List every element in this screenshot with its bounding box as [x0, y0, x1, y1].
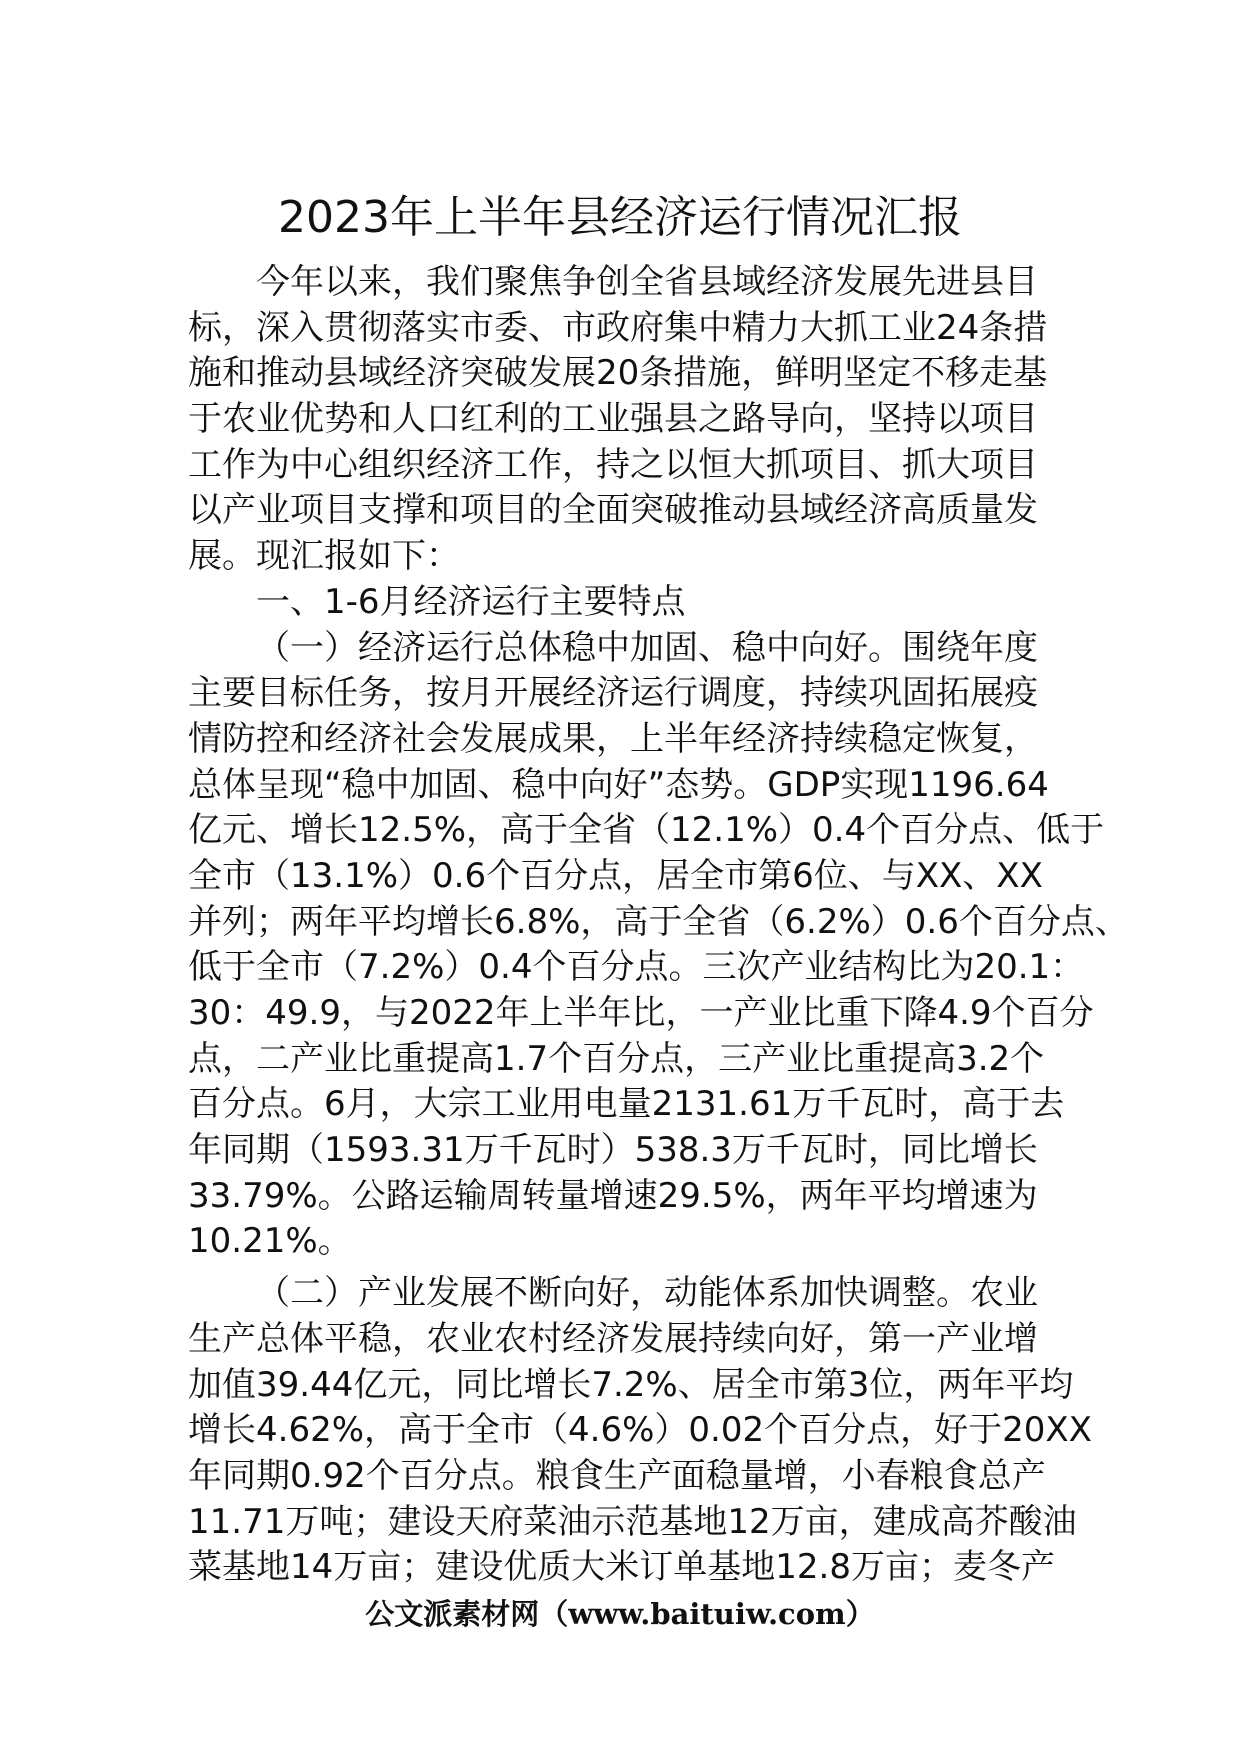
paragraph-line: 展。现汇报如下：	[188, 536, 460, 577]
paragraph-line: （二）产业发展不断向好，动能体系加快调整。农业	[256, 1273, 1038, 1314]
section-heading: 一、1-6月经济运行主要特点	[256, 581, 686, 622]
paragraph-line: 全市（13.1%）0.6个百分点，居全市第6位、与XX、XX	[188, 855, 1043, 896]
paragraph-line: 菜基地14万亩；建设优质大米订单基地12.8万亩；麦冬产	[188, 1547, 1055, 1588]
paragraph-line: 总体呈现“稳中加固、稳中向好”态势。GDP实现1196.64	[188, 764, 1049, 805]
paragraph-line: 低于全市（7.2%）0.4个百分点。三次产业结构比为20.1：	[188, 947, 1085, 988]
paragraph-line: 点，二产业比重提高1.7个百分点，三产业比重提高3.2个	[188, 1038, 1045, 1079]
paragraph-line: 施和推动县域经济突破发展20条措施，鲜明坚定不移走基	[188, 353, 1048, 394]
paragraph-line: 以产业项目支撑和项目的全面突破推动县域经济高质量发	[188, 490, 1038, 531]
paragraph-line: 亿元、增长12.5%，高于全省（12.1%）0.4个百分点、低于	[188, 810, 1105, 851]
paragraph-line: 百分点。6月，大宗工业用电量2131.61万千瓦时，高于去	[188, 1084, 1065, 1125]
paragraph-line: 年同期0.92个百分点。粮食生产面稳量增，小春粮食总产	[188, 1455, 1046, 1496]
document-title: 2023年上半年县经济运行情况汇报	[278, 192, 962, 243]
paragraph-line: （一）经济运行总体稳中加固、稳中向好。围绕年度	[256, 627, 1038, 668]
paragraph-line: 加值39.44亿元，同比增长7.2%、居全市第3位，两年平均	[188, 1364, 1074, 1405]
paragraph-line: 工作为中心组织经济工作，持之以恒大抓项目、抓大项目	[188, 444, 1038, 485]
paragraph-line: 30：49.9，与2022年上半年比，一产业比重下降4.9个百分	[188, 993, 1094, 1033]
paragraph-line: 生产总体平稳，农业农村经济发展持续向好，第一产业增	[188, 1318, 1038, 1359]
paragraph-line: 情防控和经济社会发展成果，上半年经济持续稳定恢复，	[188, 718, 1038, 759]
paragraph-line: 于农业优势和人口红利的工业强县之路导向，坚持以项目	[188, 399, 1038, 440]
document-body	[188, 260, 1129, 1591]
paragraph-line: 11.71万吨；建设天府菜油示范基地12万亩，建成高芥酸油	[188, 1501, 1077, 1542]
paragraph-line: 33.79%。公路运输周转量增速29.5%，两年平均增速为	[188, 1175, 1038, 1216]
paragraph-line: 并列；两年平均增长6.8%，高于全省（6.2%）0.6个百分点、	[188, 901, 1129, 942]
paragraph-line: 年同期（1593.31万千瓦时）538.3万千瓦时，同比增长	[188, 1130, 1038, 1171]
paragraph-line: 10.21%。	[188, 1221, 352, 1262]
paragraph-line: 增长4.62%，高于全市（4.6%）0.02个百分点，好于20XX	[188, 1410, 1092, 1451]
paragraph-line: 主要目标任务，按月开展经济运行调度，持续巩固拓展疫	[188, 673, 1038, 714]
footer-watermark: 公文派素材网（www.baituiw.com）	[365, 1597, 875, 1631]
paragraph-line: 标，深入贯彻落实市委、市政府集中精力大抓工业24条措	[188, 307, 1048, 348]
paragraph-line: 今年以来，我们聚焦争创全省县域经济发展先进县目	[256, 262, 1038, 302]
